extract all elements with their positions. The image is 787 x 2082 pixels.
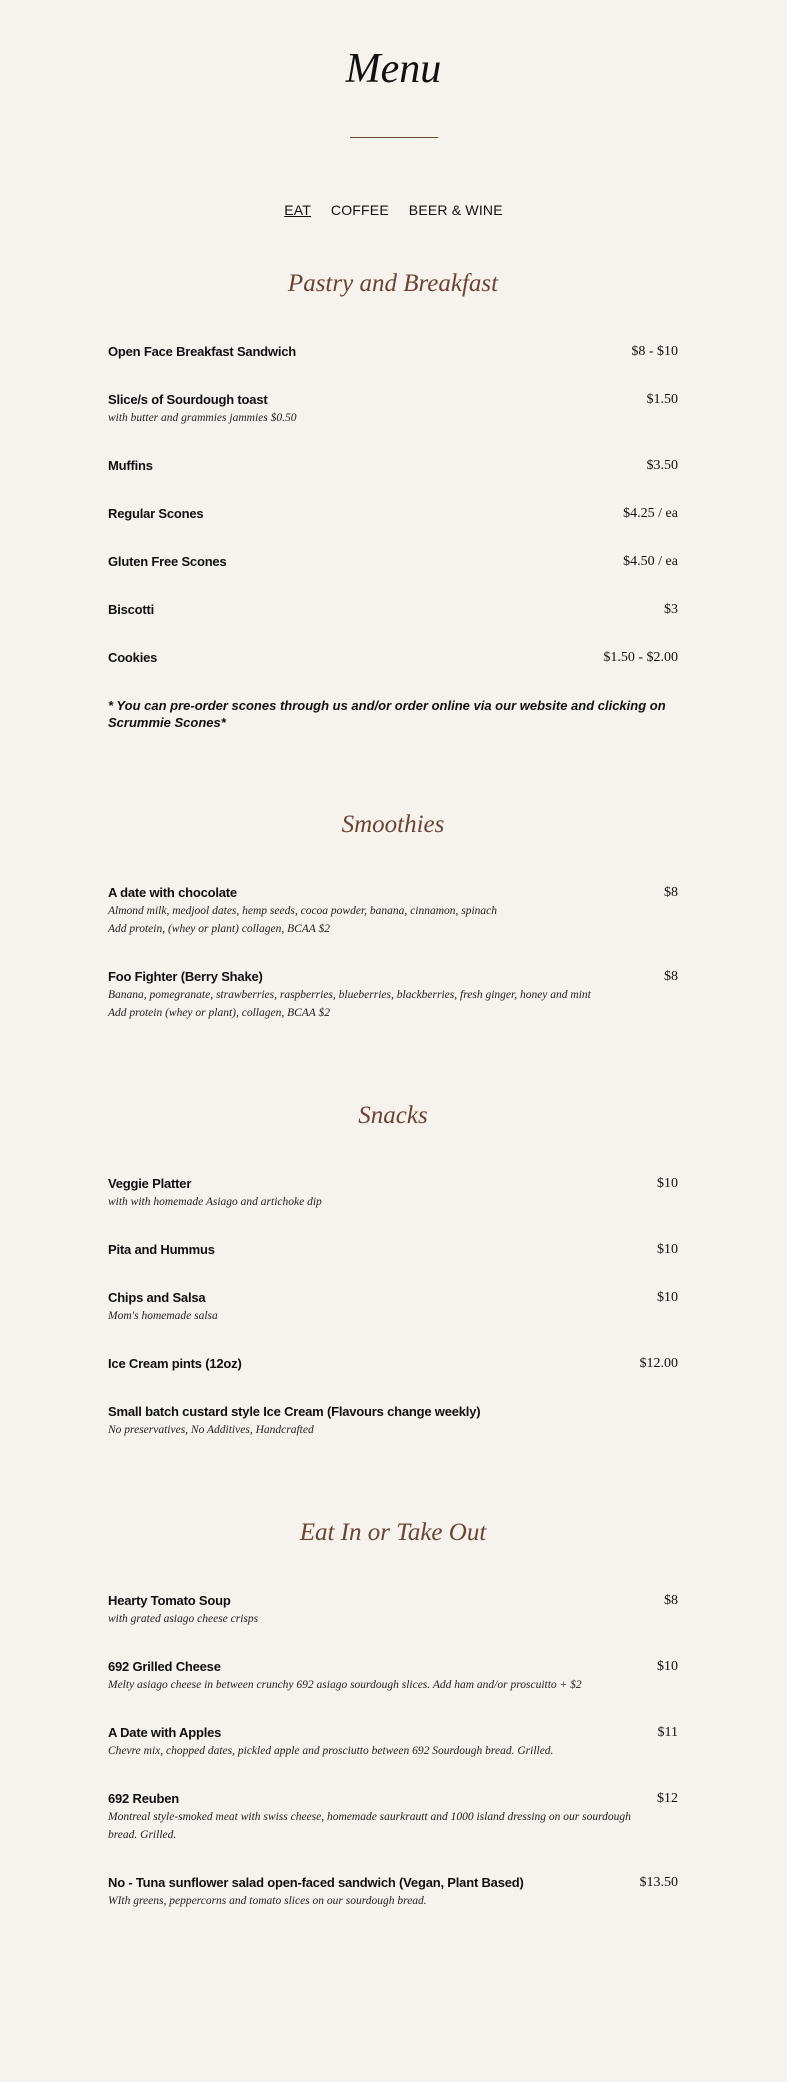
menu-item-price: $3 bbox=[664, 602, 678, 617]
tab-eat[interactable]: EAT bbox=[284, 202, 312, 218]
menu-item bbox=[108, 1403, 678, 1439]
menu-item-price bbox=[666, 1403, 678, 1439]
menu-item-info bbox=[108, 1241, 215, 1259]
menu-item bbox=[108, 553, 678, 571]
menu-item-info bbox=[108, 457, 153, 475]
menu-item-price: $4.25 / ea bbox=[623, 506, 678, 521]
menu-item-info bbox=[108, 343, 296, 361]
menu-item-description: with with homemade Asiago and artichoke dip bbox=[108, 1196, 322, 1208]
menu-item-description: Melty asiago cheese in between crunchy 692 asiago sourdough slices. Add ham and/or proscuitto + $2 bbox=[108, 1679, 582, 1691]
menu-item-description: Montreal style-smoked meat with swiss cheese, homemade saurkrautt and 1000 island dressing on our sourdough bread. Grilled. bbox=[108, 1811, 631, 1841]
menu-item-description: Chevre mix, chopped dates, pickled apple and prosciutto between 692 Sourdough bread. Grilled. bbox=[108, 1745, 554, 1757]
menu-item-name: Ice Cream pints (12oz) bbox=[108, 1356, 242, 1371]
menu-item-name: Pita and Hummus bbox=[108, 1242, 215, 1257]
menu-item-price: $1.50 bbox=[646, 392, 678, 407]
menu-item-info bbox=[108, 884, 497, 938]
menu-item-info bbox=[108, 1790, 638, 1844]
menu-item-info bbox=[108, 1658, 582, 1694]
menu-item-description: WIth greens, peppercorns and tomato slices on our sourdough bread. bbox=[108, 1895, 427, 1907]
menu-item bbox=[108, 1355, 678, 1373]
menu-item-name: No - Tuna sunflower salad open-faced sandwich (Vegan, Plant Based) bbox=[108, 1875, 524, 1890]
menu-sections bbox=[0, 269, 787, 1910]
menu-item-price: $10 bbox=[657, 1176, 678, 1191]
menu-item bbox=[108, 601, 678, 619]
menu-item bbox=[108, 1175, 678, 1211]
menu-item bbox=[108, 1724, 678, 1760]
menu-item-name: Veggie Platter bbox=[108, 1176, 192, 1191]
menu-item-info bbox=[108, 1403, 480, 1439]
menu-item-price: $8 bbox=[664, 1593, 678, 1608]
menu-item-price: $1.50 - $2.00 bbox=[603, 650, 678, 665]
menu-item bbox=[108, 1241, 678, 1259]
menu-section bbox=[108, 1101, 678, 1439]
menu-item-name: Hearty Tomato Soup bbox=[108, 1593, 231, 1608]
menu-item-name: Muffins bbox=[108, 458, 153, 473]
menu-item-name: Small batch custard style Ice Cream (Flavours change weekly) bbox=[108, 1404, 481, 1419]
section-heading: Pastry and Breakfast bbox=[287, 270, 499, 297]
menu-item-info bbox=[108, 649, 157, 667]
menu-item-info bbox=[108, 968, 591, 1022]
section-heading: Snacks bbox=[358, 1102, 428, 1129]
menu-item-price: $10 bbox=[657, 1290, 678, 1305]
menu-item-info bbox=[108, 553, 227, 571]
menu-item-price: $10 bbox=[657, 1659, 678, 1674]
section-heading: Smoothies bbox=[341, 811, 445, 838]
menu-item bbox=[108, 1658, 678, 1694]
menu-item-name: Gluten Free Scones bbox=[108, 554, 227, 569]
menu-item-description: with butter and grammies jammies $0.50 bbox=[108, 412, 297, 424]
menu-item-description: Banana, pomegranate, strawberries, raspberries, blueberries, blackberries, fresh ginger, honey and mint bbox=[108, 989, 591, 1001]
menu-item-price: $8 bbox=[664, 885, 678, 900]
menu-item-description: Add protein, (whey or plant) collagen, BCAA $2 bbox=[108, 923, 330, 935]
menu-item-info bbox=[108, 1592, 258, 1628]
menu-item-name: Biscotti bbox=[108, 602, 155, 617]
page-title: Menu bbox=[345, 46, 442, 92]
menu-item-name: Regular Scones bbox=[108, 506, 204, 521]
section-heading: Eat In or Take Out bbox=[299, 1519, 487, 1546]
menu-item-info bbox=[108, 391, 296, 427]
menu-item-name: Foo Fighter (Berry Shake) bbox=[108, 969, 263, 984]
menu-item bbox=[108, 884, 678, 938]
menu-item-name: A Date with Apples bbox=[108, 1725, 222, 1740]
menu-item-price: $13.50 bbox=[639, 1875, 678, 1890]
menu-item-price: $10 bbox=[657, 1242, 678, 1257]
menu-item bbox=[108, 1790, 678, 1844]
menu-item-info bbox=[108, 1289, 218, 1325]
menu-item bbox=[108, 505, 678, 523]
menu-item-price: $3.50 bbox=[646, 458, 678, 473]
menu-item-price: $8 bbox=[664, 969, 678, 984]
menu-item-description: Mom's homemade salsa bbox=[108, 1310, 218, 1322]
menu-item bbox=[108, 1874, 678, 1910]
menu-item-description: Almond milk, medjool dates, hemp seeds, cocoa powder, banana, cinnamon, spinach bbox=[108, 905, 498, 917]
menu-item-description: No preservatives, No Additives, Handcrafted bbox=[108, 1424, 314, 1436]
menu-item-price: $12.00 bbox=[639, 1356, 678, 1371]
menu-nav bbox=[0, 200, 787, 220]
menu-item bbox=[108, 457, 678, 475]
menu-item-price: $11 bbox=[657, 1725, 678, 1740]
menu-item-name: Open Face Breakfast Sandwich bbox=[108, 344, 297, 359]
menu-item-description: Add protein (whey or plant), collagen, BCAA $2 bbox=[108, 1007, 330, 1019]
menu-item-name: 692 Grilled Cheese bbox=[108, 1659, 221, 1674]
menu-item-name: A date with chocolate bbox=[108, 885, 237, 900]
menu-item bbox=[108, 1592, 678, 1628]
menu-item-info bbox=[108, 1175, 322, 1211]
menu-item bbox=[108, 391, 678, 427]
section-note: * You can pre-order scones through us and/or order online via our website and clicking on Scrummie Scones* bbox=[108, 698, 666, 730]
menu-item bbox=[108, 649, 678, 667]
menu-item-info bbox=[108, 505, 203, 523]
menu-item bbox=[108, 1289, 678, 1325]
menu-item-name: Cookies bbox=[108, 650, 158, 665]
tab-beer-wine[interactable]: BEER & WINE bbox=[408, 202, 503, 218]
menu-item-info bbox=[108, 1874, 524, 1910]
menu-section bbox=[108, 810, 678, 1022]
menu-item-name: Slice/s of Sourdough toast bbox=[108, 392, 268, 407]
menu-item-info bbox=[108, 1355, 242, 1373]
menu-section bbox=[108, 269, 678, 731]
menu-item bbox=[108, 343, 678, 361]
menu-item-description: with grated asiago cheese crisps bbox=[108, 1613, 259, 1625]
menu-item-info bbox=[108, 601, 154, 619]
menu-item-price: $4.50 / ea bbox=[623, 554, 678, 569]
menu-item-price: $8 - $10 bbox=[631, 344, 678, 359]
menu-header bbox=[0, 0, 787, 269]
menu-item-name: Chips and Salsa bbox=[108, 1290, 206, 1305]
menu-item-price: $12 bbox=[657, 1791, 678, 1806]
menu-item-info bbox=[108, 1724, 553, 1760]
tab-coffee[interactable]: COFFEE bbox=[330, 202, 389, 218]
menu-item-name: 692 Reuben bbox=[108, 1791, 179, 1806]
title-divider bbox=[350, 137, 438, 138]
menu-item bbox=[108, 968, 678, 1022]
menu-section bbox=[108, 1518, 678, 1910]
